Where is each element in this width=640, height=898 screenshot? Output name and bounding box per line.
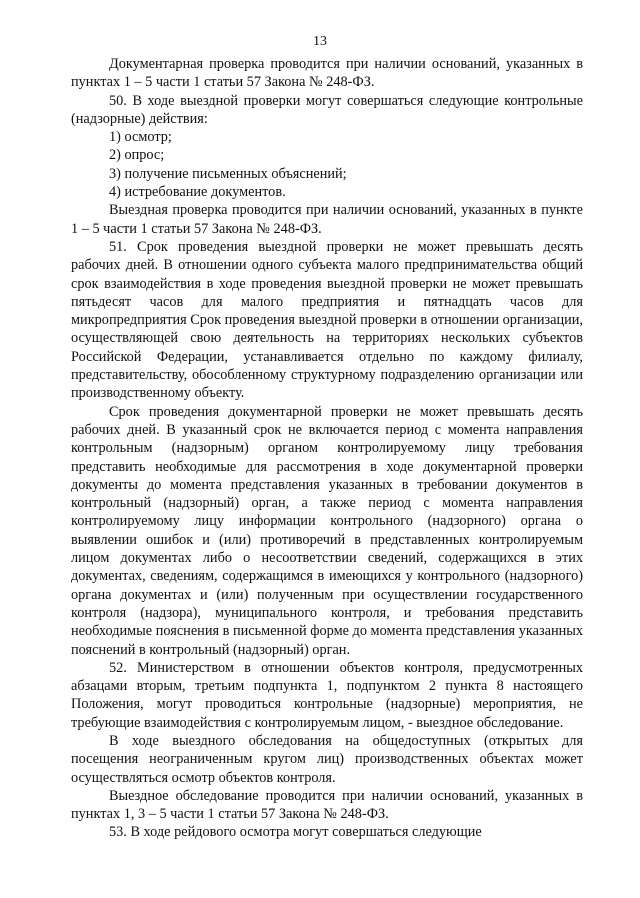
- paragraph-52: 52. Министерством в отношении объектов контроля, предусмотренных абзацами вторым, третьим подпункта 1, подпунктом 2 пункта 8 настоящего Положения, могут проводиться контрольные (надзорные) мероприятия, не требующие взаимодействия с контролируемым лицом, - выездное обследование.: [71, 659, 583, 731]
- list-item: 2) опрос;: [109, 147, 165, 164]
- list-item: 3) получение письменных объяснений;: [109, 165, 347, 182]
- paragraph-field-survey-grounds: Выездное обследование проводится при наличии оснований, указанных в пунктах 1, 3 – 5 части 1 статьи 57 Закона № 248-ФЗ.: [71, 787, 583, 823]
- paragraph-51: 51. Срок проведения выездной проверки не может превышать десять рабочих дней. В отношении одного субъекта малого предпринимательства общий срок взаимодействия в ходе проведения выездной проверки не может превышать пятьдесят часов для малого предприятия и пятнадцать часов для микропредприятия Срок проведения выездной проверки в отношении организации, осуществляющей свою деятельность на территориях нескольких субъектов Российской Федерации, устанавливается отдельно по каждому филиалу, представительству, обособленному структурному подразделению организации или производственному объекту.: [71, 238, 583, 402]
- document-body: [71, 55, 583, 842]
- paragraph-field-inspection-grounds: Выездная проверка проводится при наличии оснований, указанных в пункте 1 – 5 части 1 статьи 57 Закона № 248-ФЗ.: [71, 202, 583, 237]
- paragraph-documentary-term: Срок проведения документарной проверки не может превышать десять рабочих дней. В указанный срок не включается период с момента направления контрольным (надзорным) органом контролируемому лицу требования представить необходимые для рассмотрения в ходе документарной проверки документы до момента представления указанных в требовании документов в контрольный (надзорный) орган, а также период с момента направления контролируемому лицу информации контрольного (надзорного) органа о выявлении ошибок и (или) противоречий в представленных контролируемым лицом документах либо о несоответствии сведений, содержащихся в этих документах, сведениям, содержащимся в имеющихся у контрольного (надзорного) органа документах и (или) полученным при осуществлении государственного контроля (надзора), муниципального контроля, и требования представить необходимые пояснения в письменной форме до момента представления указанных пояснений в контрольный (надзорный) орган.: [71, 403, 583, 658]
- list-item: 4) истребование документов.: [109, 184, 286, 201]
- paragraph-50: 50. В ходе выездной проверки могут совершаться следующие контрольные (надзорные) действия:: [71, 92, 583, 127]
- paragraph-53: 53. В ходе рейдового осмотра могут совершаться следующие: [109, 824, 482, 841]
- paragraph-field-survey: В ходе выездного обследования на общедоступных (открытых для посещения неограниченным кругом лиц) производственных объектах может осуществляться осмотр объектов контроля.: [71, 732, 583, 786]
- page-number: 13: [313, 34, 327, 49]
- list-item: 1) осмотр;: [109, 129, 172, 146]
- paragraph-documentary-grounds: Документарная проверка проводится при наличии оснований, указанных в пунктах 1 – 5 части 1 статьи 57 Закона № 248-ФЗ.: [71, 56, 583, 91]
